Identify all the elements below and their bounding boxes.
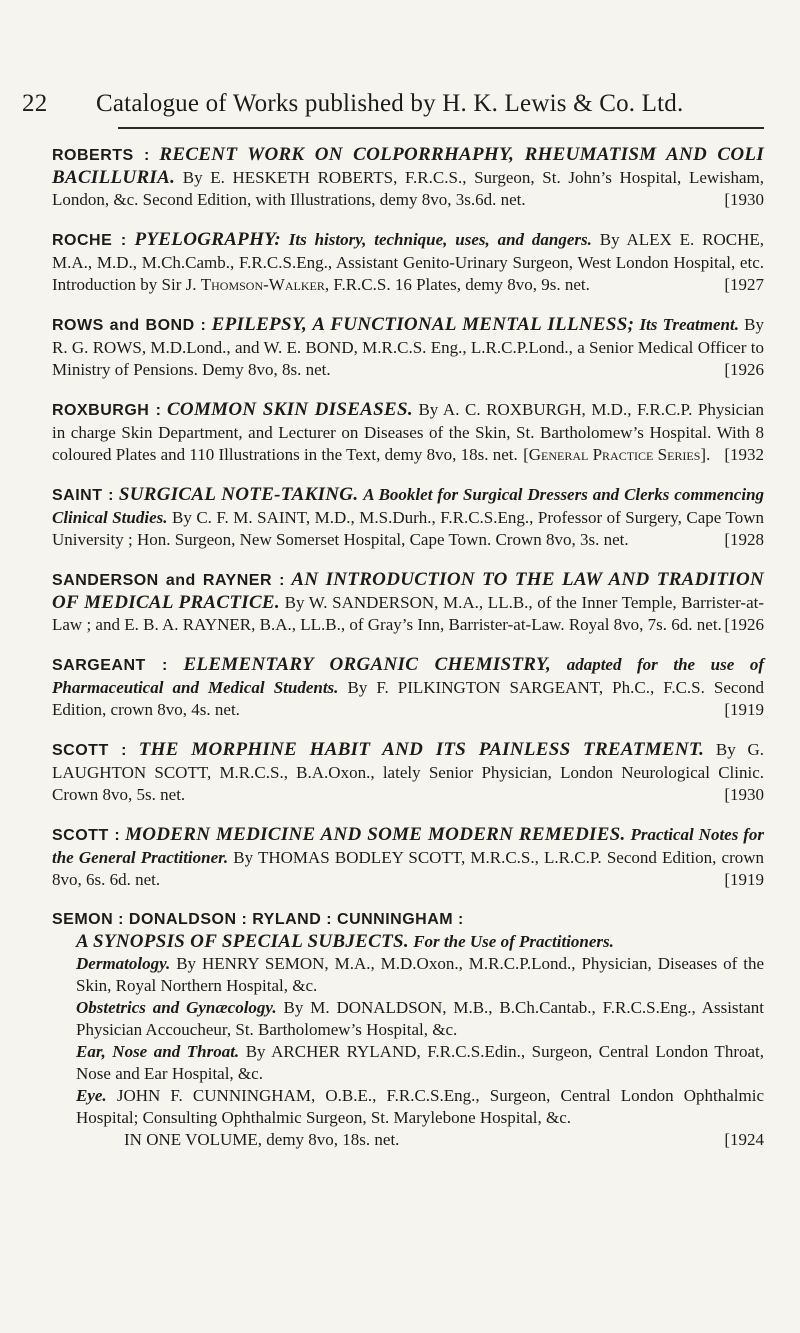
entry-body: By ALEX E. ROCHE, M.A., M.D., M.Ch.Camb., F.R.C.S.Eng., Assistant Genito-Urinary Surgeon, West London Hospital, etc. Introduction by Sir J. [52, 230, 764, 294]
entry-title: A SYNOPSIS OF SPECIAL SUBJECTS. [76, 931, 409, 952]
entry-sargeant [52, 654, 764, 721]
entry-year: [1930 [724, 785, 764, 804]
volume-line [76, 1129, 764, 1151]
entry-body: By THOMAS BODLEY SCOTT, M.R.C.S., L.R.C.P. Second Edition, crown 8vo, 6s. 6d. net. [52, 848, 765, 889]
entry-roxburgh [52, 399, 764, 466]
section-label: Obstetrics and Gynæcology. [76, 998, 277, 1017]
section-dermatology [76, 953, 764, 997]
section-eye [76, 1085, 764, 1129]
section-text: By HENRY SEMON, M.A., M.D.Oxon., M.R.C.P.Lond., Physician, Diseases of the Skin, Royal Northern Hospital, &c. [76, 954, 764, 995]
entry-heading: SAINT : [52, 487, 114, 504]
entry-heading: ROWS and BOND : [52, 317, 207, 334]
entry-body: By R. G. ROWS, M.D.Lond., and W. E. BOND, M.R.C.S. Eng., L.R.C.P.Lond., a Senior Medical Officer to Ministry of Pensions. Demy 8vo, 8s. net. [52, 315, 765, 379]
entry-sanderson-rayner [52, 569, 764, 636]
section-obstetrics [76, 997, 764, 1041]
section-text: By M. DONALDSON, M.B., B.Ch.Cantab., F.R.C.S.Eng., Assistant Physician Accoucheur, St. Bartholomew’s Hospital, &c. [76, 998, 765, 1039]
entry-heading: ROBERTS : [52, 147, 150, 164]
entry-body: By C. F. M. SAINT, M.D., M.S.Durh., F.R.C.S.Eng., Professor of Surgery, Cape Town University ; Hon. Surgeon, New Somerset Hospital, Cape Town. Crown 8vo, 3s. net. [52, 508, 765, 549]
entry-title: COMMON SKIN DISEASES. [166, 399, 413, 420]
entry-subtitle: Its Treatment. [639, 315, 739, 334]
entry-subtitle: For the Use of Practitioners. [413, 932, 614, 951]
entry-subtitle: adapted for the use of Pharmaceutical and Medical Students. [52, 655, 765, 697]
entry-heading: SCOTT : [52, 827, 121, 844]
entry-year: [1930 [724, 190, 764, 209]
header-rule [118, 127, 764, 129]
page-number: 22 [22, 90, 48, 117]
section-text: By ARCHER RYLAND, F.R.C.S.Edin., Surgeon, Central London Throat, Nose and Ear Hospital, &c. [76, 1042, 764, 1083]
entry-year: [1926 [724, 615, 764, 634]
entry-body: By A. C. ROXBURGH, M.D., F.R.C.P. Physician in charge Skin Department, and Lecturer on Diseases of the Skin, St. Bartholomew’s Hospital. With 8 coloured Plates and 110 Illustrations in the Text, demy 8vo, 18s. net. [52, 400, 765, 464]
entry-year: [1924 [724, 1130, 764, 1149]
entry-year: [1928 [724, 530, 764, 549]
entry-title: SURGICAL NOTE-TAKING. [118, 484, 359, 505]
entry-body: IN ONE VOLUME, demy 8vo, 18s. net. [124, 1130, 400, 1149]
entry-title: RECENT WORK ON COLPORRHAPHY, RHEUMATISM AND COLI BACILLURIA. [52, 144, 765, 188]
entry-body: By W. SANDERSON, M.A., LL.B., of the Inner Temple, Barrister-at-Law ; and E. B. A. RAYNER, B.A., LL.B., of Gray’s Inn, Barrister-at-Law. Royal 8vo, 7s. 6d. net. [52, 593, 765, 634]
entry-heading: SANDERSON and RAYNER : [52, 572, 285, 589]
entry-year: [1932 [724, 445, 764, 464]
section-label: Dermatology. [76, 954, 171, 973]
entry-synopsis [52, 909, 764, 1151]
entry-heading: ROXBURGH : [52, 402, 162, 419]
entry-rows-bond [52, 314, 764, 381]
entry-scott-morphine [52, 739, 764, 806]
entry-title: MODERN MEDICINE AND SOME MODERN REMEDIES. [125, 824, 626, 845]
entry-subtitle: Practical Notes for the General Practitioner. [52, 825, 765, 867]
entry-body-smallcaps: Thomson-Walker [200, 275, 325, 294]
entry-title: AN INTRODUCTION TO THE LAW AND TRADITION OF MEDICAL PRACTICE. [52, 569, 765, 613]
entry-year: [1926 [724, 360, 764, 379]
entry-title: THE MORPHINE HABIT AND ITS PAINLESS TREATMENT. [138, 739, 705, 760]
entry-saint [52, 484, 764, 551]
entry-roberts [52, 144, 764, 211]
entry-year: [1919 [724, 700, 764, 719]
entry-body-end: , F.R.C.S. 16 Plates, demy 8vo, 9s. net. [324, 275, 590, 294]
entry-year: [1927 [724, 275, 764, 294]
section-text: JOHN F. CUNNINGHAM, O.B.E., F.R.C.S.Eng., Surgeon, Central London Ophthalmic Hospital; Consulting Ophthalmic Surgeon, St. Marylebone Hospital, &c. [76, 1086, 764, 1127]
page-title: Catalogue of Works published by H. K. Lewis & Co. Ltd. [96, 90, 684, 117]
section-label: Ear, Nose and Throat. [76, 1042, 240, 1061]
entry-subtitle: A Booklet for Surgical Dressers and Clerks commencing Clinical Studies. [52, 485, 765, 527]
entry-body: By E. HESKETH ROBERTS, F.R.C.S., Surgeon, St. John’s Hospital, Lewisham, London, &c. Second Edition, with Illustrations, demy 8vo, 3s.6d. net. [52, 168, 765, 209]
entry-heading: SARGEANT : [52, 657, 168, 674]
entry-scott-modern-medicine [52, 824, 764, 891]
section-label: Eye. [76, 1086, 107, 1105]
entry-roche [52, 229, 764, 296]
entry-body: By G. LAUGHTON SCOTT, M.R.C.S., B.A.Oxon., lately Senior Physician, London Neurological Clinic. Crown 8vo, 5s. net. [52, 740, 765, 804]
running-head [22, 90, 762, 118]
catalogue-entries [52, 144, 764, 1169]
entry-heading: SEMON : DONALDSON : RYLAND : CUNNINGHAM : [52, 911, 464, 928]
entry-subtitle: Its history, technique, uses, and dangers. [288, 230, 592, 249]
entry-title: ELEMENTARY ORGANIC CHEMISTRY, [183, 654, 552, 675]
section-ent [76, 1041, 764, 1085]
entry-year: [1919 [724, 870, 764, 889]
entry-heading: ROCHE : [52, 232, 127, 249]
entry-series: [General Practice Series]. [523, 445, 711, 464]
entry-title: EPILEPSY, A FUNCTIONAL MENTAL ILLNESS; [211, 314, 635, 335]
entry-body: By F. PILKINGTON SARGEANT, Ph.C., F.C.S. Second Edition, crown 8vo, 4s. net. [52, 678, 764, 719]
entry-title: PYELOGRAPHY: [134, 229, 281, 250]
entry-heading: SCOTT : [52, 742, 127, 759]
